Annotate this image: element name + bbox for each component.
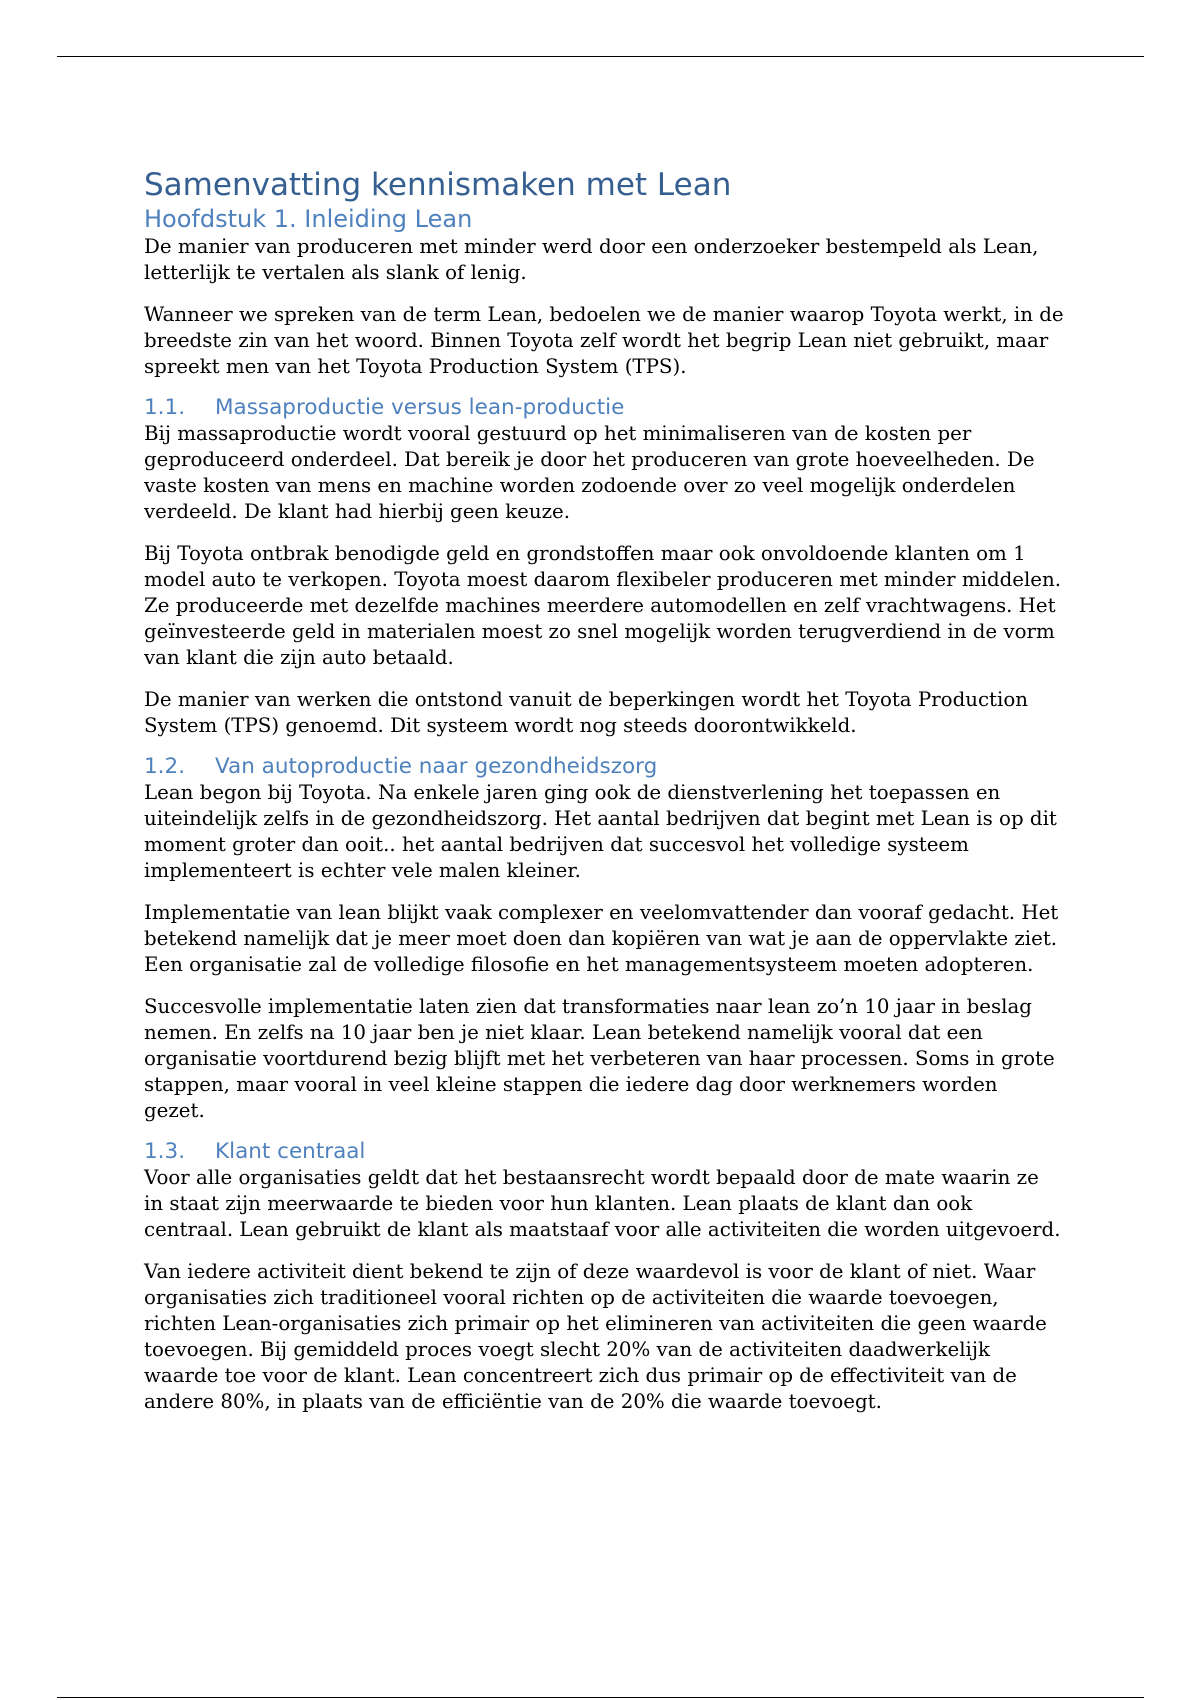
- section-heading: [144, 394, 1064, 421]
- header-rule: [57, 56, 1144, 57]
- footer-rule: [57, 1697, 1144, 1698]
- section-title: Klant centraal: [215, 1139, 366, 1164]
- section-number: 1.2.: [144, 754, 186, 779]
- chapter-title: Hoofdstuk 1. Inleiding Lean: [144, 205, 473, 233]
- intro-paragraph: De manier van produceren met minder werd door een onderzoeker bestempeld als Lean, letterlijk te vertalen als slank of lenig.: [144, 235, 1039, 284]
- section-title: Massaproductie versus lean-productie: [215, 395, 625, 420]
- section-number: 1.1.: [144, 395, 186, 420]
- section-paragraph: De manier van werken die ontstond vanuit de beperkingen wordt het Toyota Production System (TPS) genoemd. Dit systeem wordt nog steeds doorontwikkeld.: [144, 688, 1028, 737]
- intro-paragraph: Wanneer we spreken van de term Lean, bedoelen we de manier waarop Toyota werkt, in de breedste zin van het woord. Binnen Toyota zelf wordt het begrip Lean niet gebruikt, maar spreekt men van het Toyota Production System (TPS).: [144, 303, 1064, 378]
- section-paragraph: Voor alle organisaties geldt dat het bestaansrecht wordt bepaald door de mate waarin ze in staat zijn meerwaarde te bieden voor hun klanten. Lean plaats de klant dan ook centraal. Lean gebruikt de klant als maatstaaf voor alle activiteiten die worden uitgevoerd.: [144, 1166, 1061, 1241]
- section-paragraph: Implementatie van lean blijkt vaak complexer en veelomvattender dan vooraf gedacht. Het betekend namelijk dat je meer moet doen dan kopiëren van wat je aan de oppervlakte ziet. Een organisatie zal de volledige filosofie en het managementsysteem moeten adopteren.: [144, 901, 1059, 976]
- section-paragraph: Bij Toyota ontbrak benodigde geld en grondstoffen maar ook onvoldoende klanten om 1 model auto te verkopen. Toyota moest daarom flexibeler produceren met minder middelen. Ze produceerde met dezelfde machines meerdere automodellen en zelf vrachtwagens. Het geïnvesteerde geld in materialen moest zo snel mogelijk worden terugverdiend in de vorm van klant die zijn auto betaald.: [144, 542, 1062, 669]
- section-heading: [144, 1138, 1064, 1165]
- document-body: [144, 166, 1064, 1431]
- section-paragraph: Van iedere activiteit dient bekend te zijn of deze waardevol is voor de klant of niet. Waar organisaties zich traditioneel vooral richten op de activiteiten die waarde toevoegen, richten Lean-organisaties zich primair op het elimineren van activiteiten die geen waarde toevoegen. Bij gemiddeld proces voegt slecht 20% van de activiteiten daadwerkelijk waarde toe voor de klant. Lean concentreert zich dus primair op de effectiviteit van de andere 80%, in plaats van de efficiëntie van de 20% die waarde toevoegt.: [144, 1260, 1047, 1413]
- section-title: Van autoproductie naar gezondheidszorg: [215, 754, 658, 779]
- section-paragraph: Succesvolle implementatie laten zien dat transformaties naar lean zo’n 10 jaar in beslag nemen. En zelfs na 10 jaar ben je niet klaar. Lean betekend namelijk vooral dat een organisatie voortdurend bezig blijft met het verbeteren van haar processen. Soms in grote stappen, maar vooral in veel kleine stappen die iedere dag door werknemers worden gezet.: [144, 995, 1055, 1122]
- section-number: 1.3.: [144, 1139, 186, 1164]
- section-paragraph: Bij massaproductie wordt vooral gestuurd op het minimaliseren van de kosten per geproduceerd onderdeel. Dat bereik je door het produceren van grote hoeveelheden. De vaste kosten van mens en machine worden zodoende over zo veel mogelijk onderdelen verdeeld. De klant had hierbij geen keuze.: [144, 422, 1035, 523]
- section-heading: [144, 753, 1064, 780]
- document-title: Samenvatting kennismaken met Lean: [144, 167, 732, 203]
- section-paragraph: Lean begon bij Toyota. Na enkele jaren ging ook de dienstverlening het toepassen en uiteindelijk zelfs in de gezondheidszorg. Het aantal bedrijven dat begint met Lean is op dit moment groter dan ooit.. het aantal bedrijven dat succesvol het volledige systeem implementeert is echter vele malen kleiner.: [144, 781, 1057, 882]
